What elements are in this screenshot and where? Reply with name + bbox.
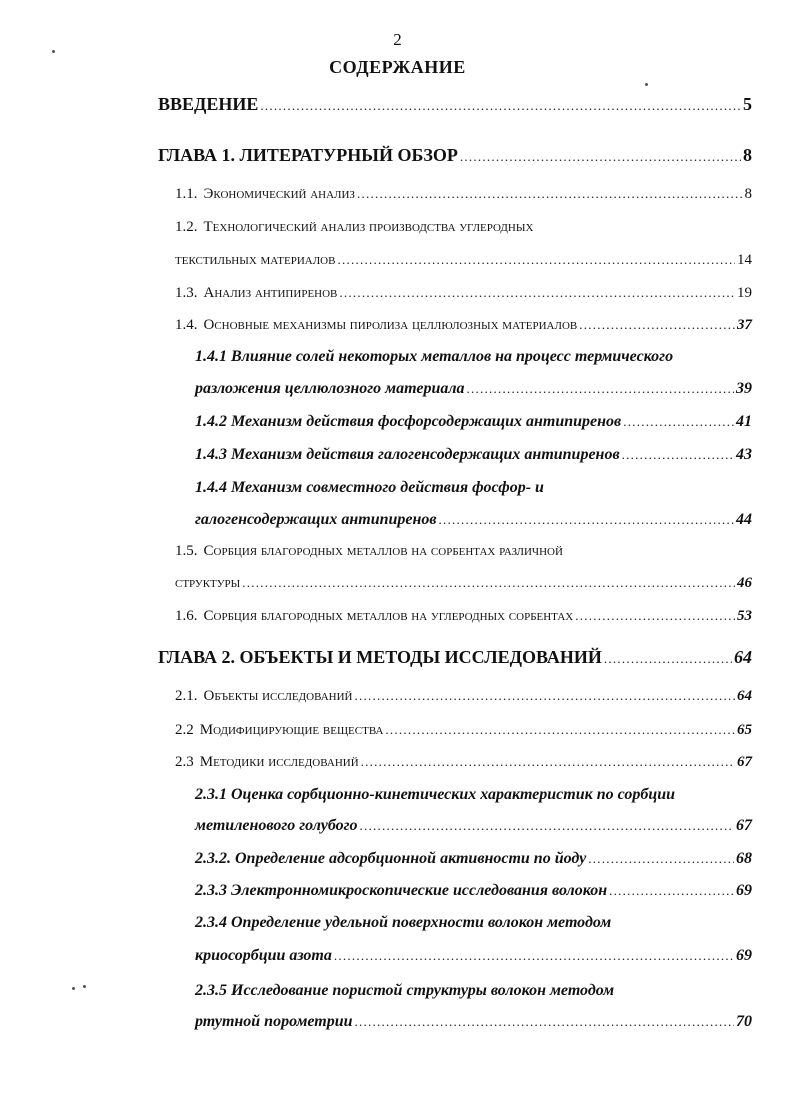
toc-entry-label: Модифицирующие вещества (199, 722, 384, 738)
toc-entry-chapter-2[interactable] (158, 647, 752, 668)
toc-entry-1-1[interactable] (175, 186, 752, 203)
toc-entry-label: Технологический анализ производства углеродных (203, 219, 534, 235)
dot-leader (334, 947, 734, 965)
toc-entry-label: метиленового голубого (195, 817, 358, 834)
toc-entry-2-3-4-cont[interactable] (195, 947, 752, 965)
toc-entry-1-6[interactable] (175, 608, 752, 625)
toc-entry-1-2[interactable] (175, 219, 752, 236)
toc-entry-label: 2.3.5 Исследование пористой структуры волокон методом (195, 982, 615, 999)
toc-page-number: 68 (736, 850, 752, 867)
toc-entry-1-2-cont[interactable] (175, 252, 752, 269)
dot-leader (588, 850, 734, 868)
scan-speck (83, 985, 86, 988)
toc-entry-label: 1.4.1 Влияние солей некоторых металлов на процесс термического (195, 348, 674, 365)
toc-entry-number: 1.2. (175, 219, 198, 235)
toc-entry-label: криосорбции азота (195, 947, 332, 964)
dot-leader (360, 817, 734, 835)
dot-leader (604, 647, 732, 668)
toc-page-number: 46 (737, 575, 752, 591)
toc-entry-number: 2.3 (175, 754, 194, 770)
toc-page-number: 69 (736, 882, 752, 899)
dot-leader (355, 688, 735, 705)
toc-entry-label: ВВЕДЕНИЕ (158, 94, 259, 114)
toc-page-number: 37 (737, 317, 752, 333)
toc-entry-label: ГЛАВА 1. ЛИТЕРАТУРНЫЙ ОБЗОР (158, 145, 458, 165)
dot-leader (242, 575, 735, 592)
toc-entry-label: структуры (175, 575, 241, 591)
toc-entry-1-4[interactable] (175, 317, 752, 334)
toc-page-number: 53 (737, 608, 752, 624)
dot-leader (339, 285, 735, 302)
toc-page-number: 67 (737, 754, 752, 770)
toc-entry-1-4-1[interactable] (195, 348, 752, 366)
toc-page-number: 69 (736, 947, 752, 964)
toc-entry-number: 1.5. (175, 543, 198, 559)
toc-entry-label: галогенсодержащих антипиренов (195, 511, 437, 528)
toc-entry-1-3[interactable] (175, 285, 752, 302)
page-number: 2 (393, 30, 402, 49)
toc-page-number: 41 (736, 413, 752, 430)
toc-page-number: 8 (744, 186, 752, 202)
toc-entry-label: 1.4.3 Механизм действия галогенсодержащих антипиренов (195, 446, 620, 463)
toc-entry-label: Сорбция благородных металлов на углеродных сорбентах (203, 608, 574, 624)
toc-entry-label: 2.3.4 Определение удельной поверхности волокон методом (195, 914, 612, 931)
dot-leader (357, 186, 743, 203)
toc-entry-1-4-1-cont[interactable] (195, 380, 752, 398)
toc-entry-2-3-4[interactable] (195, 914, 752, 932)
toc-entry-2-3-2[interactable] (195, 850, 752, 868)
toc-entry-2-3-5[interactable] (195, 982, 752, 1000)
toc-page-number: 5 (743, 94, 752, 114)
dot-leader (337, 252, 735, 269)
toc-page-number: 8 (743, 145, 752, 165)
toc-page-number: 64 (737, 688, 752, 704)
toc-entry-label: Сорбция благородных металлов на сорбентах различной (203, 543, 563, 559)
page-title: СОДЕРЖАНИЕ (329, 57, 466, 77)
toc-entry-label: ГЛАВА 2. ОБЪЕКТЫ И МЕТОДЫ ИССЛЕДОВАНИЙ (158, 647, 602, 667)
toc-page-number: 64 (734, 647, 752, 667)
toc-entry-label: ртутной порометрии (195, 1013, 353, 1030)
dot-leader (579, 317, 735, 334)
toc-entry-1-5[interactable] (175, 543, 752, 560)
toc-entry-label: 2.3.1 Оценка сорбционно-кинетических характеристик по сорбции (195, 786, 676, 803)
toc-entry-number: 2.2 (175, 722, 194, 738)
dot-leader (609, 882, 734, 900)
toc-page-number: 44 (736, 511, 752, 528)
toc-entry-1-5-cont[interactable] (175, 575, 752, 592)
toc-page-number: 14 (737, 252, 752, 268)
toc-entry-1-4-4-cont[interactable] (195, 511, 752, 529)
toc-entry-2-3[interactable] (175, 754, 752, 771)
toc-entry-2-2[interactable] (175, 722, 752, 739)
toc-entry-label: текстильных материалов (175, 252, 336, 268)
scan-speck (72, 987, 75, 990)
dot-leader (467, 380, 734, 398)
toc-entry-number: 1.1. (175, 186, 198, 202)
dot-leader (623, 413, 734, 431)
toc-entry-2-3-1-cont[interactable] (195, 817, 752, 835)
toc-page-number: 39 (736, 380, 752, 397)
toc-entry-number: 1.4. (175, 317, 198, 333)
toc-page-number: 65 (737, 722, 752, 738)
toc-entry-2-3-3[interactable] (195, 882, 752, 900)
dot-leader (575, 608, 735, 625)
toc-entry-label: Методики исследований (199, 754, 359, 770)
toc-page-number: 43 (736, 446, 752, 463)
scan-speck (52, 50, 55, 53)
toc-entry-label: Экономический анализ (203, 186, 355, 202)
toc-entry-chapter-1[interactable] (158, 145, 752, 166)
dot-leader (355, 1013, 734, 1031)
toc-entry-label: разложения целлюлозного материала (195, 380, 465, 397)
dot-leader (260, 94, 741, 115)
dot-leader (385, 722, 735, 739)
dot-leader (439, 511, 734, 529)
toc-page-number: 70 (736, 1013, 752, 1030)
toc-entry-2-3-5-cont[interactable] (195, 1013, 752, 1031)
toc-entry-label: 2.3.3 Электронномикроскопические исследования волокон (195, 882, 608, 899)
scan-speck (645, 83, 648, 86)
toc-entry-label: 1.4.4 Механизм совместного действия фосфор- и (195, 479, 544, 496)
dot-leader (460, 145, 741, 166)
dot-leader (622, 446, 734, 464)
toc-entry-2-3-1[interactable] (195, 786, 752, 804)
toc-page-number: 67 (736, 817, 752, 834)
toc-entry-intro[interactable] (158, 94, 752, 115)
toc-entry-number: 2.1. (175, 688, 198, 704)
toc-entry-label: Объекты исследований (203, 688, 353, 704)
toc-entry-2-1[interactable] (175, 688, 752, 705)
toc-page-number: 19 (737, 285, 752, 301)
toc-entry-number: 1.3. (175, 285, 198, 301)
toc-entry-label: 1.4.2 Механизм действия фосфорсодержащих антипиренов (195, 413, 622, 430)
dot-leader (361, 754, 735, 771)
toc-entry-1-4-2[interactable] (195, 413, 752, 431)
toc-entry-label: Анализ антипиренов (203, 285, 338, 301)
toc-entry-label: 2.3.2. Определение адсорбционной активности по йоду (195, 850, 587, 867)
toc-entry-1-4-3[interactable] (195, 446, 752, 464)
toc-entry-label: Основные механизмы пиролиза целлюлозных материалов (203, 317, 578, 333)
toc-entry-1-4-4[interactable] (195, 479, 752, 497)
toc-entry-number: 1.6. (175, 608, 198, 624)
